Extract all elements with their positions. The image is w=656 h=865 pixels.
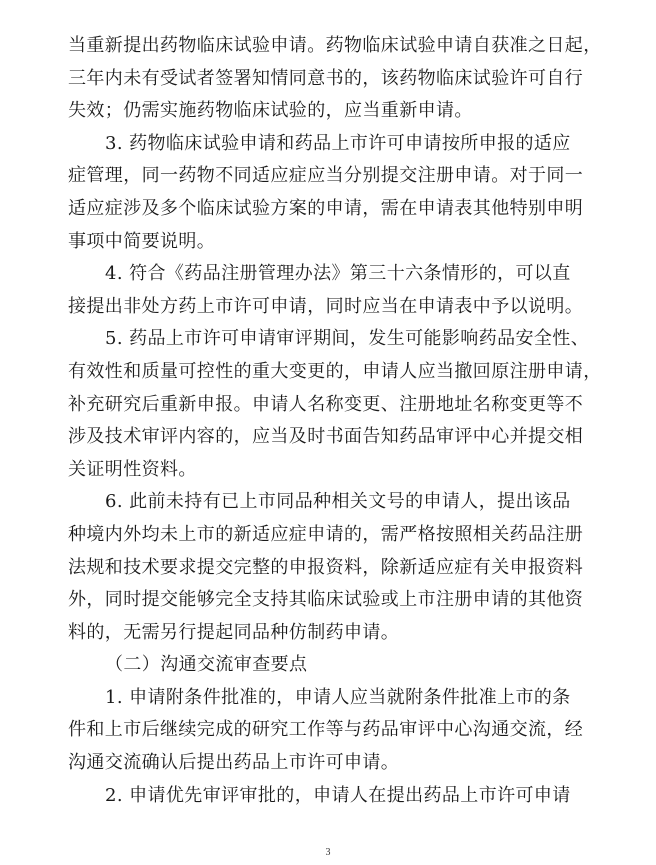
text-line: 种境内外均未上市的新适应症申请的，需严格按照相关药品注册 [68,523,584,545]
text-line: （二）沟通交流审查要点 [105,654,308,676]
text-line: 沟通交流确认后提出药品上市许可申请。 [68,752,400,774]
text-line: 适应症涉及多个临床试验方案的申请，需在申请表其他特别申明 [68,197,584,219]
text-line: 三年内未有受试者签署知情同意书的，该药物临床试验许可自行 [68,67,584,89]
text-line: 有效性和质量可控性的重大变更的，申请人应当撤回原注册申请， [68,360,602,382]
text-line: 3. 药物临床试验申请和药品上市许可申请按所申报的适应 [105,132,571,154]
text-line: 事项中简要说明。 [68,230,216,252]
text-line: 当重新提出药物临床试验申请。药物临床试验申请自获准之日起， [68,35,602,56]
text-line: 4. 符合《药品注册管理办法》第三十六条情形的，可以直 [105,263,571,285]
text-line: 5. 药品上市许可申请审评期间，发生可能影响药品安全性、 [105,328,590,350]
text-line: 1. 申请附条件批准的，申请人应当就附条件批准上市的条 [105,686,571,708]
text-line: 2. 申请优先审评审批的，申请人在提出药品上市许可申请 [105,784,571,806]
text-line: 外，同时提交能够完全支持其临床试验或上市注册申请的其他资 [68,589,584,611]
text-line: 6. 此前未持有已上市同品种相关文号的申请人，提出该品 [105,491,571,513]
document-body [68,30,608,812]
page-number: 3 [325,847,331,858]
text-line: 件和上市后继续完成的研究工作等与药品审评中心沟通交流，经 [68,719,584,741]
text-line: 关证明性资料。 [68,458,197,480]
text-line: 料的，无需另行提起同品种仿制药申请。 [68,621,400,643]
text-line: 症管理，同一药物不同适应症应当分别提交注册申请。对于同一 [68,165,584,187]
text-line: 法规和技术要求提交完整的申报资料，除新适应症有关申报资料 [68,556,584,578]
text-line: 接提出非处方药上市许可申请，同时应当在申请表中予以说明。 [68,295,584,317]
text-line: 失效；仍需实施药物临床试验的，应当重新申请。 [68,100,473,122]
text-line: 涉及技术审评内容的，应当及时书面告知药品审评中心并提交相 [68,426,584,448]
text-line: 补充研究后重新申报。申请人名称变更、注册地址名称变更等不 [68,393,584,415]
